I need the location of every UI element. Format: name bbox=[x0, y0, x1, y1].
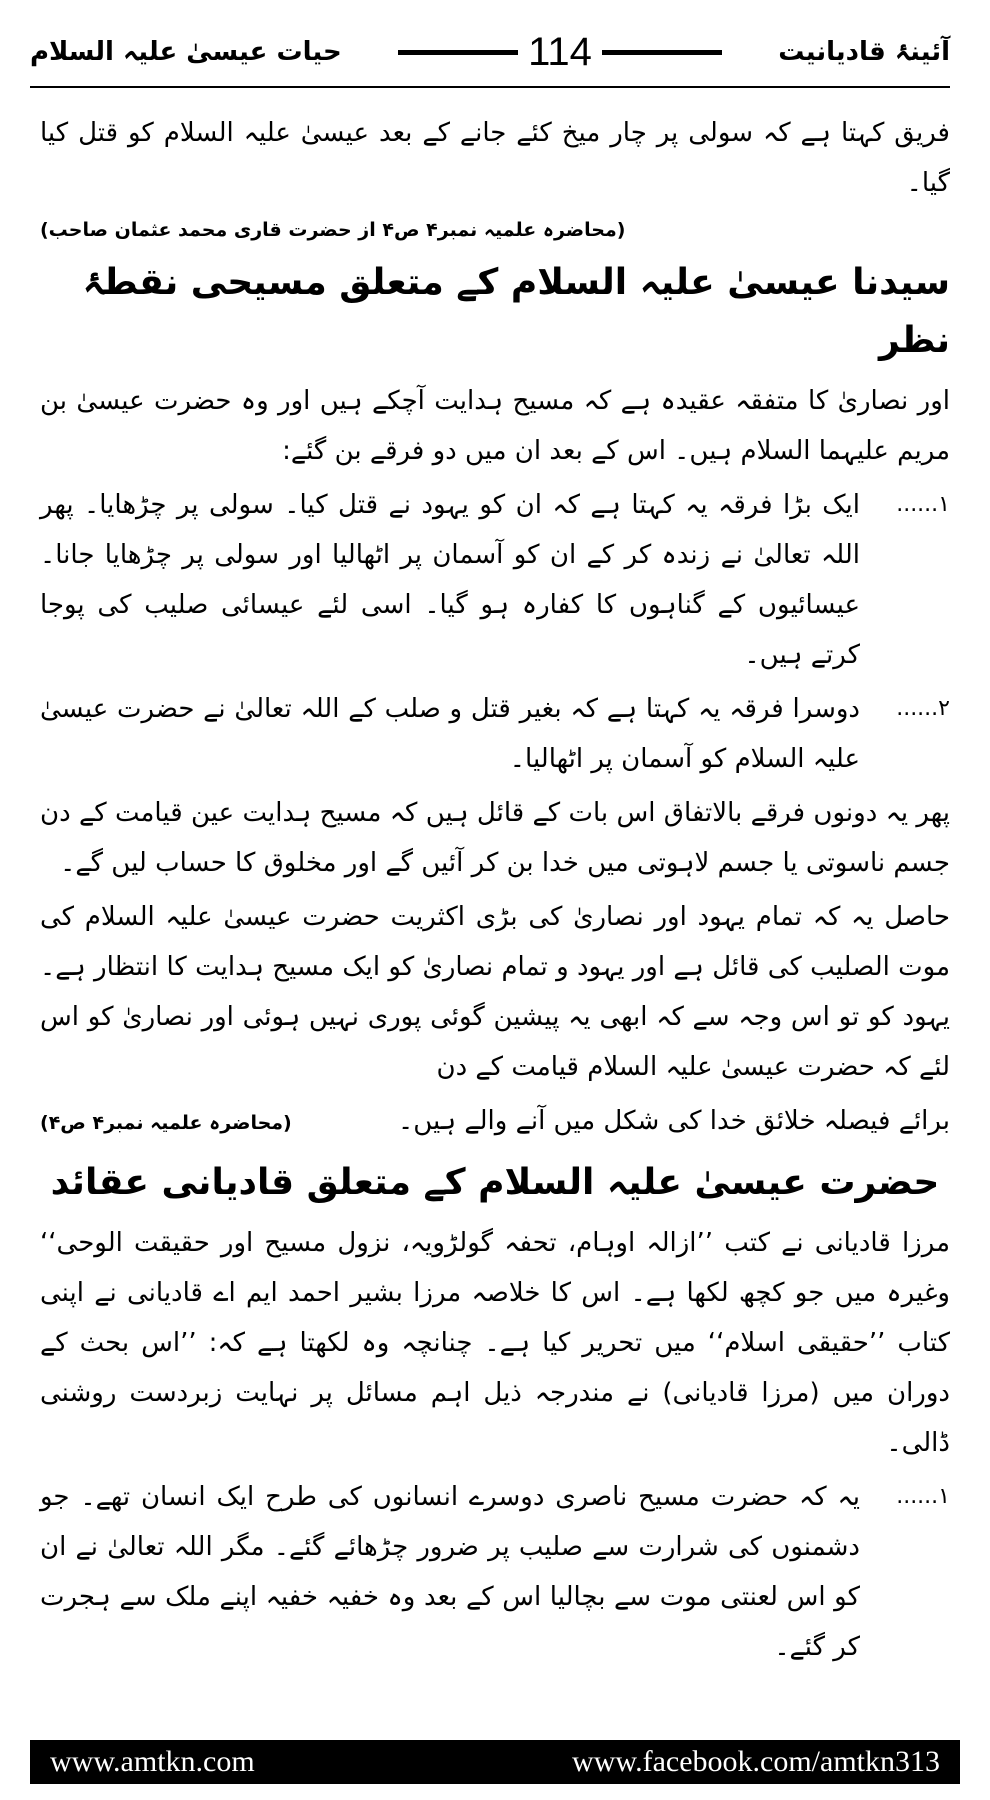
paragraph: پھر یہ دونوں فرقے بالاتفاق اس بات کے قائل ہیں کہ مسیح ہدایت عین قیامت کے دن جسم ناسوتی یا جسم لاہوتی میں خدا بن کر آئیں گے اور مخلوق کا حساب لیں گے۔ bbox=[40, 798, 950, 878]
list-item-text: دوسرا فرقہ یہ کہتا ہے کہ بغیر قتل و صلب کے اللہ تعالیٰ نے حضرت عیسیٰ علیہ السلام کو آسمان پر اٹھالیا۔ bbox=[40, 694, 860, 774]
list-item-number: ۲...... bbox=[896, 696, 950, 721]
website-link[interactable]: www.amtkn.com bbox=[50, 1745, 255, 1778]
header-rule-right bbox=[602, 50, 722, 55]
section-heading-qadiani-beliefs: حضرت عیسیٰ علیہ السلام کے متعلق قادیانی عقائد bbox=[50, 1162, 940, 1203]
book-title: آئینۂ قادیانیت bbox=[778, 37, 950, 67]
header-divider bbox=[30, 86, 950, 88]
list-item-text: یہ کہ حضرت مسیح ناصری دوسرے انسانوں کی طرح ایک انسان تھے۔ جو دشمنوں کی شرارت سے صلیب پر ضرور چڑھائے گئے۔ مگر اللہ تعالیٰ نے ان کو اس لعنتی موت سے بچالیا اس کے بعد وہ خفیہ خفیہ اپنے ملک سے ہجرت کر گئے۔ bbox=[40, 1482, 860, 1662]
paragraph: اور نصاریٰ کا متفقہ عقیدہ ہے کہ مسیح ہدایت آچکے ہیں اور وہ حضرت عیسیٰ بن مریم علیہما السلام ہیں۔ اس کے بعد ان میں دو فرقے بن گئے: bbox=[40, 386, 950, 466]
header-rule-left bbox=[398, 50, 518, 55]
intro-paragraph: فریق کہتا ہے کہ سولی پر چار میخ کئے جانے کے بعد عیسیٰ علیہ السلام کو قتل کیا گیا۔ bbox=[40, 118, 950, 198]
chapter-title: حیات عیسیٰ علیہ السلام bbox=[30, 37, 342, 67]
page-footer bbox=[30, 1740, 960, 1784]
section-heading-christian-view: سیدنا عیسیٰ علیہ السلام کے متعلق مسیحی نقطۂ نظر bbox=[82, 262, 950, 361]
list-item bbox=[40, 1472, 950, 1672]
paragraph-end: برائے فیصلہ خلائق خدا کی شکل میں آنے والے ہیں۔ bbox=[398, 1106, 950, 1136]
citation: (محاضرہ علمیہ نمبر۴ ص۴ از حضرت قاری محمد عثمان صاحب) bbox=[40, 219, 626, 241]
paragraph: حاصل یہ کہ تمام یہود اور نصاریٰ کی بڑی اکثریت حضرت عیسیٰ علیہ السلام کی موت الصلیب کی قائل ہے اور یہود و تمام نصاریٰ کو ایک مسیح ہدایت کا انتظار ہے۔ یہود کو تو اس وجہ سے کہ ابھی یہ پیشین گوئی پوری نہیں ہوئی اور نصاریٰ کو اس لئے کہ حضرت عیسیٰ علیہ السلام قیامت کے دن bbox=[40, 902, 950, 1082]
facebook-link[interactable]: www.facebook.com/amtkn313 bbox=[572, 1745, 940, 1778]
page-header bbox=[30, 22, 950, 82]
page-number: 114 bbox=[528, 29, 592, 74]
list-item bbox=[40, 684, 950, 784]
list-item-text: ایک بڑا فرقہ یہ کہتا ہے کہ ان کو یہود نے قتل کیا۔ سولی پر چڑھایا۔ پھر اللہ تعالیٰ نے زندہ کر کے ان کو آسمان پر اٹھالیا اور سولی پر چڑھایا جانا۔ عیسائیوں کے گناہوں کا کفارہ ہو گیا۔ اسی لئے عیسائی صلیب کی پوجا کرتے ہیں۔ bbox=[40, 490, 860, 670]
paragraph-end-with-citation bbox=[40, 1096, 950, 1148]
page-number-group bbox=[398, 30, 722, 75]
citation: (محاضرہ علمیہ نمبر۴ ص۴) bbox=[40, 1112, 292, 1134]
list-item-number: ۱...... bbox=[896, 1484, 950, 1509]
paragraph: مرزا قادیانی نے کتب ’’ازالہ اوہام، تحفہ گولڑویہ، نزول مسیح اور حقیقت الوحی‘‘ وغیرہ میں جو کچھ لکھا ہے۔ اس کا خلاصہ مرزا بشیر احمد ایم اے قادیانی نے اپنی کتاب ’’حقیقی اسلام‘‘ میں تحریر کیا ہے۔ چنانچہ وہ لکھتا ہے کہ: ’’اس بحث کے دوران میں (مرزا قادیانی) نے مندرجہ ذیل اہم مسائل پر نہایت زبردست روشنی ڈالی۔ bbox=[40, 1228, 950, 1458]
list-item-number: ۱...... bbox=[896, 492, 950, 517]
list-item bbox=[40, 480, 950, 680]
page-body bbox=[40, 108, 950, 1710]
